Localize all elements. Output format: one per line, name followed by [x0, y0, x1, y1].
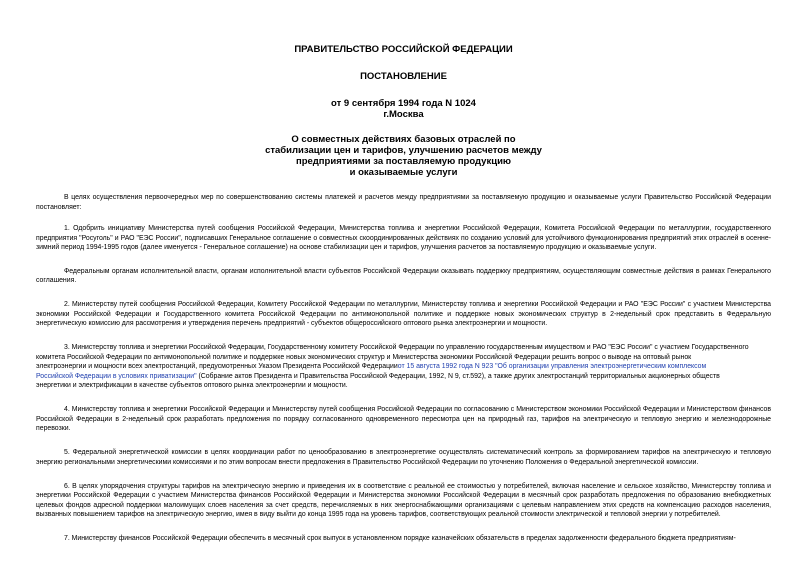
decree-link[interactable]: от 15 августа 1992 года N 923 "Об организации управления электроэнергетическим комплексом: [397, 363, 707, 370]
paragraph-3-text: (Собрание актов Президента и Правительства Российской Федерации, 1992, N 9, ст.592), а также других электростанций территориальных акционерных обществ: [196, 372, 720, 380]
decree-link-continued[interactable]: Российской Федерации в условиях приватизации": [36, 372, 197, 380]
paragraph-4: 4. Министерству топлива и энергетики Российской Федерации и Министерству путей сообщения Российской Федерации по согласованию с Министерством экономики Российской Федерации и Министерством финансов Российской Федерации в 2-недельный срок разработать предложения по порядку согласованного одновременного пересмотра цен на природный газ, тарифов на электрическую и тепловую энергию и железнодорожные перевозки.: [36, 406, 771, 432]
title-line: стабилизации цен и тарифов, улучшению расчетов между: [265, 145, 542, 156]
document-city: г.Москва: [383, 109, 424, 120]
paragraph-3-text: комитета Российской Федерации по антимонопольной политике и поддержке новых экономических структур и Министерства экономики Российской Федерации решить вопрос о выводе на оптовый рынок: [36, 353, 692, 361]
paragraph-intro: В целях осуществления первоочередных мер по совершенствованию системы платежей и расчетов между предприятиями за поставляемую продукцию и оказываемые услуги Правительство Российской Федерации постановляет:: [36, 194, 771, 211]
title-line: предприятиями за поставляемую продукцию: [295, 156, 512, 167]
paragraph-6: 6. В целях упорядочения структуры тарифов на электрическую энергию и приведения их в соответствие с реальной ее стоимостью у потребителей, включая население и сельское хозяйство, Министерству топлива и энергетики Российской Федерации с участием Министерства финансов Российской Федерации и Министерства экономики Российской Федерации в месячный срок разработать предложения по образованию внебюджетных целевых фондов адресной поддержки малоимущих слоев населения за счет средств, перечисляемых в них энергоснабжающими организациями с целевым направлением этих средств на компенсацию расходов населения, вызванных повышением тарифов на электрическую энергию, имея в виду выйти до конца 1995 года на уровень тарифов, соответствующих реальной стоимости электрической и тепловой энергии у потребителей.: [36, 482, 771, 518]
paragraph-3-text: 3. Министерству топлива и энергетики Российской Федерации, Государственному комитету Российской Федерации по управлению государственным имуществом и РАО "ЕЭС России" с участием Государственного: [64, 344, 749, 351]
paragraph-7: 7. Министерству финансов Российской Федерации обеспечить в месячный срок выпуск в установленном порядке казначейских обязательств в пределах задолженности федерального бюджета предприятиям-: [64, 535, 736, 542]
document-body: [36, 193, 771, 544]
document-title: [36, 134, 771, 178]
paragraph-3: [36, 343, 771, 391]
paragraph-5: 5. Федеральной энергетической комиссии в целях координации работ по ценообразованию в электроэнергетике осуществлять систематический контроль за формированием тарифов на электрическую и тепловую энергию региональными энергетическими комиссиями и по этим вопросам внести предложения в Правительство Российской Федерации по уточнению Положения о Федеральной энергетической комиссии.: [36, 449, 771, 466]
document: [36, 0, 771, 558]
document-type: ПОСТАНОВЛЕНИЕ: [360, 71, 447, 82]
paragraph-2: 2. Министерству путей сообщения Российской Федерации, Комитету Российской Федерации по металлургии, Министерству топлива и энергетики Российской Федерации и РАО "ЕЭС России" с участием Министерства экономики Российской Федерации и Государственного комитета Российской Федерации по антимонопольной политике и поддержке новых экономических структур в 2-недельный срок представить в Федеральную энергетическую комиссию для рассмотрения и утверждения перечень предприятий - субъектов общероссийского оптового рынка электроэнергии и мощности.: [36, 301, 771, 327]
paragraph-federal-support: Федеральным органам исполнительной власти, органам исполнительной власти субъектов Российской Федерации оказывать поддержку предприятиям, осуществляющим совместные действия в рамках Генерального соглашения.: [36, 267, 771, 284]
paragraph-3-text: энергетики и электрификации в качестве субъектов оптового рынка электроэнергии и мощности.: [36, 382, 348, 389]
title-line: О совместных действиях базовых отраслей по: [291, 134, 516, 145]
paragraph-1: 1. Одобрить инициативу Министерства путей сообщения Российской Федерации, Министерства топлива и энергетики Российской Федерации, Комитета Российской Федерации по металлургии, государственного предприятия "Росуголь" и РАО "ЕЭС России", подписавших Генеральное соглашение о совместных скоординированных действиях по созданию условий для устойчивого функционирования предприятий этих отраслей в осенне-зимний период 1994-1995 годов (далее именуется - Генеральное соглашение) на основе стабилизации цен и тарифов, улучшения расчетов за поставляемую продукцию и оказываемые услуги.: [36, 225, 771, 251]
title-line: и оказываемые услуги: [349, 167, 458, 178]
government-heading: ПРАВИТЕЛЬСТВО РОССИЙСКОЙ ФЕДЕРАЦИИ: [294, 44, 513, 55]
document-date-number: от 9 сентября 1994 года N 1024: [331, 98, 476, 109]
paragraph-3-text: электроэнергии и мощности всех электростанций, предусмотренных Указом Президента Российской Федерации: [36, 363, 398, 370]
